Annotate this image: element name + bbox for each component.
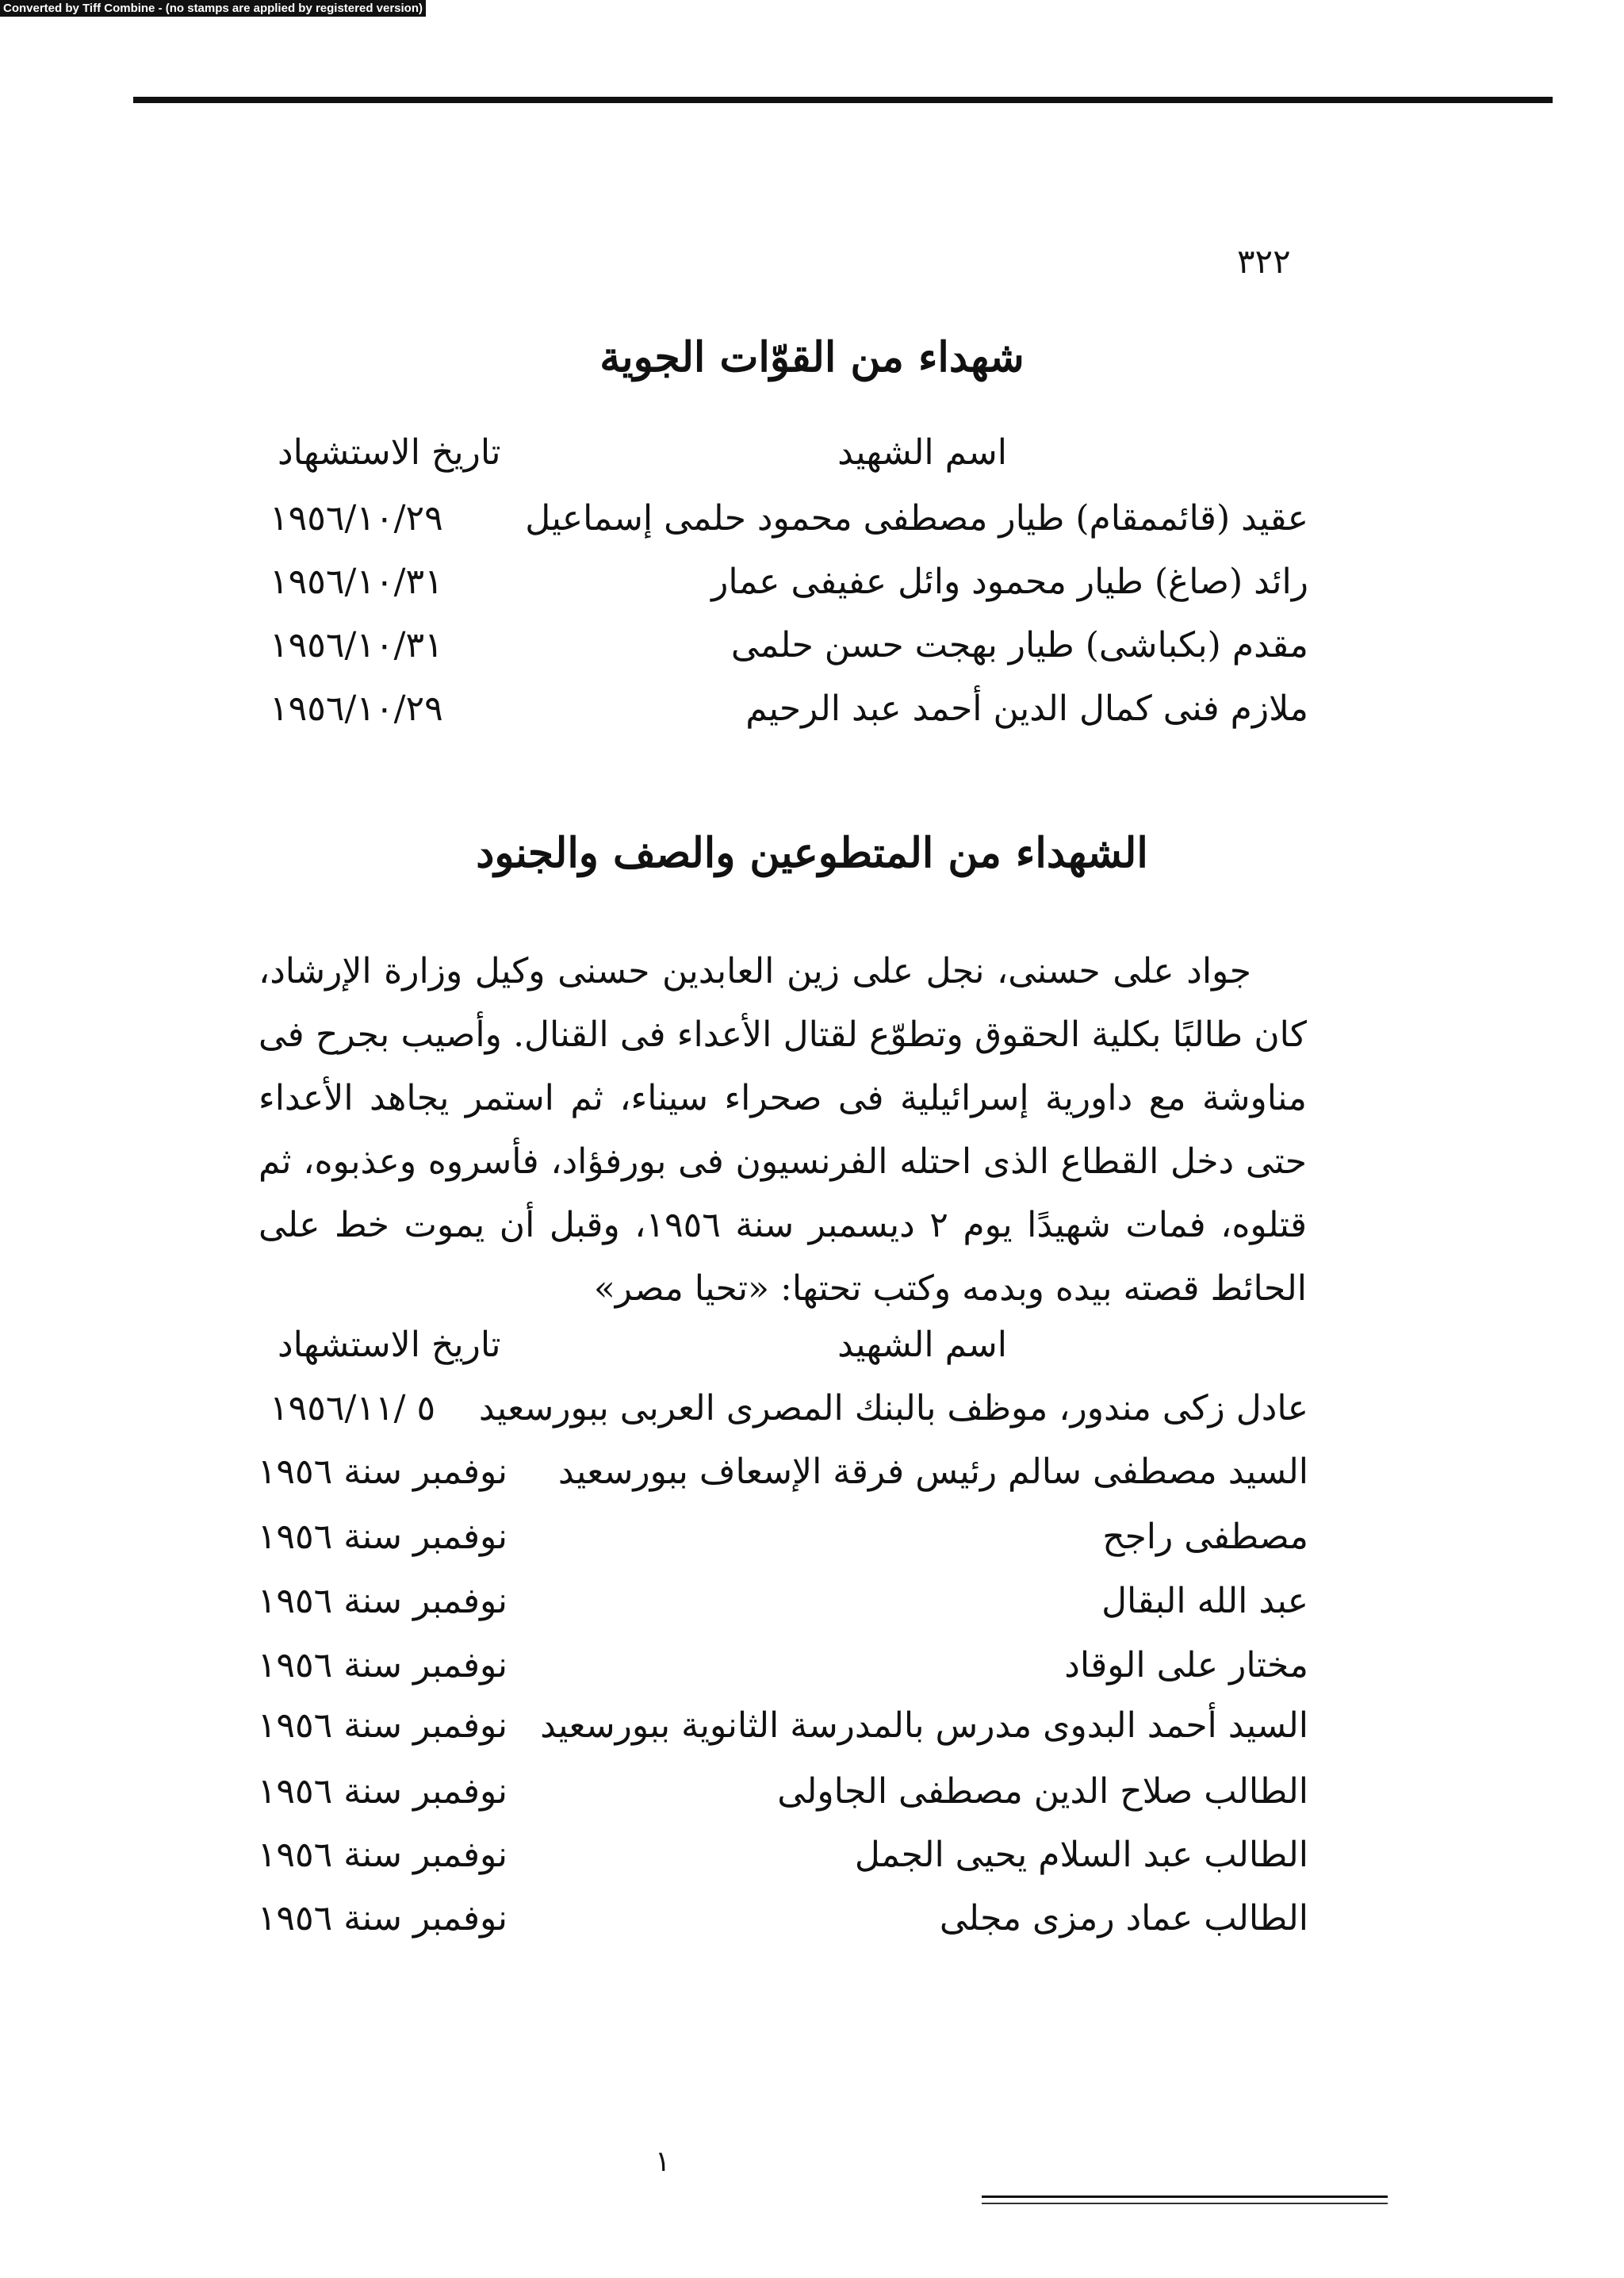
air-force-title: شهداء من القوّات الجوية <box>599 333 1025 382</box>
martyr-date: نوفمبر سنة ١٩٥٦ <box>257 1705 508 1746</box>
table-row <box>257 1452 1308 1507</box>
table-row <box>257 1645 1308 1701</box>
martyr-name: رائد (صاغ) طيار محمود وائل عفيفى عمار <box>711 562 1308 602</box>
table-row <box>270 562 1308 617</box>
martyr-date: نوفمبر سنة ١٩٥٦ <box>257 1645 508 1685</box>
martyr-name: ملازم فنى كمال الدين أحمد عبد الرحيم <box>745 688 1308 729</box>
table-row <box>257 1898 1308 1954</box>
martyr-date: ١٩٥٦/١٠/٣١ <box>270 562 443 602</box>
martyr-date: نوفمبر سنة ١٩٥٦ <box>257 1771 508 1812</box>
page-number: ٣٢٢ <box>1237 242 1291 281</box>
martyr-name: مصطفى راجح <box>1102 1517 1308 1557</box>
header-date: تاريخ الاستشهاد <box>278 432 501 473</box>
martyr-date: نوفمبر سنة ١٩٥٦ <box>257 1835 508 1875</box>
table-row <box>257 1517 1308 1572</box>
volunteers-title: الشهداء من المتطوعين والصف والجنود <box>476 829 1148 877</box>
paragraph-text: جواد على حسنى، نجل على زين العابدين حسنى وكيل وزارة الإرشاد، كان طالبًا بكلية الحقوق وتطوّع لقتال الأعداء فى القنال. وأصيب بجرح فى مناوشة مع داورية إسرائيلية فى صحراء سيناء، ثم استمر يجاهد الأعداء حتى دخل القطاع الذى احتله الفرنسيون فى بورفؤاد، فأسروه وعذبوه، ثم قتلوه، فمات شهيدًا يوم ٢ ديسمبر سنة ١٩٥٦، وقبل أن يموت خط على الحائط قصته بيده وبدمه وكتب تحتها: «تحيا مصر» <box>259 951 1307 1309</box>
martyr-date: ١٩٥٦/١٠/٢٩ <box>270 498 443 539</box>
martyr-name: مختار على الوقاد <box>1064 1645 1308 1685</box>
martyr-name: عبد الله البقال <box>1101 1581 1308 1621</box>
table-row <box>270 1388 1308 1444</box>
header-name: اسم الشهيد <box>837 432 1007 473</box>
martyr-name: عقيد (قائممقام) طيار مصطفى محمود حلمى إسماعيل <box>525 498 1308 539</box>
volunteers-header <box>270 1325 1308 1380</box>
martyr-date: ١٩٥٦/١٠/٢٩ <box>270 688 443 729</box>
table-row <box>257 1835 1308 1890</box>
table-row <box>257 1771 1308 1827</box>
martyr-name: الطالب عماد رمزى مجلى <box>939 1898 1308 1939</box>
bottom-rule <box>982 2196 1388 2204</box>
header-name: اسم الشهيد <box>837 1325 1007 1365</box>
table-row <box>270 625 1308 681</box>
air-force-header <box>270 432 1308 488</box>
table-row <box>270 688 1308 744</box>
martyr-name: الطالب صلاح الدين مصطفى الجاولى <box>777 1771 1308 1812</box>
martyr-name: الطالب عبد السلام يحيى الجمل <box>854 1835 1308 1875</box>
martyr-date: نوفمبر سنة ١٩٥٦ <box>257 1517 508 1557</box>
top-rule <box>133 97 1553 103</box>
martyr-date: نوفمبر سنة ١٩٥٦ <box>257 1898 508 1939</box>
header-date: تاريخ الاستشهاد <box>278 1325 501 1365</box>
martyr-name: السيد مصطفى سالم رئيس فرقة الإسعاف ببورسعيد <box>557 1452 1308 1492</box>
martyr-date: نوفمبر سنة ١٩٥٦ <box>257 1452 508 1492</box>
table-row <box>270 498 1308 554</box>
converter-banner: Converted by Tiff Combine - (no stamps are applied by registered version) <box>0 0 426 17</box>
volunteer-paragraph <box>259 940 1307 1321</box>
footer-number: ١ <box>655 2146 671 2178</box>
martyr-date: نوفمبر سنة ١٩٥٦ <box>257 1581 508 1621</box>
martyr-name: السيد أحمد البدوى مدرس بالمدرسة الثانوية ببورسعيد <box>540 1705 1308 1746</box>
table-row <box>257 1705 1308 1761</box>
martyr-date: ٥ /١٩٥٦/١١ <box>270 1388 436 1429</box>
martyr-date: ١٩٥٦/١٠/٣١ <box>270 625 443 665</box>
table-row <box>257 1581 1308 1636</box>
martyr-name: مقدم (بكباشى) طيار بهجت حسن حلمى <box>730 625 1308 665</box>
martyr-name: عادل زكى مندور، موظف بالبنك المصرى العربى ببورسعيد <box>478 1388 1308 1429</box>
